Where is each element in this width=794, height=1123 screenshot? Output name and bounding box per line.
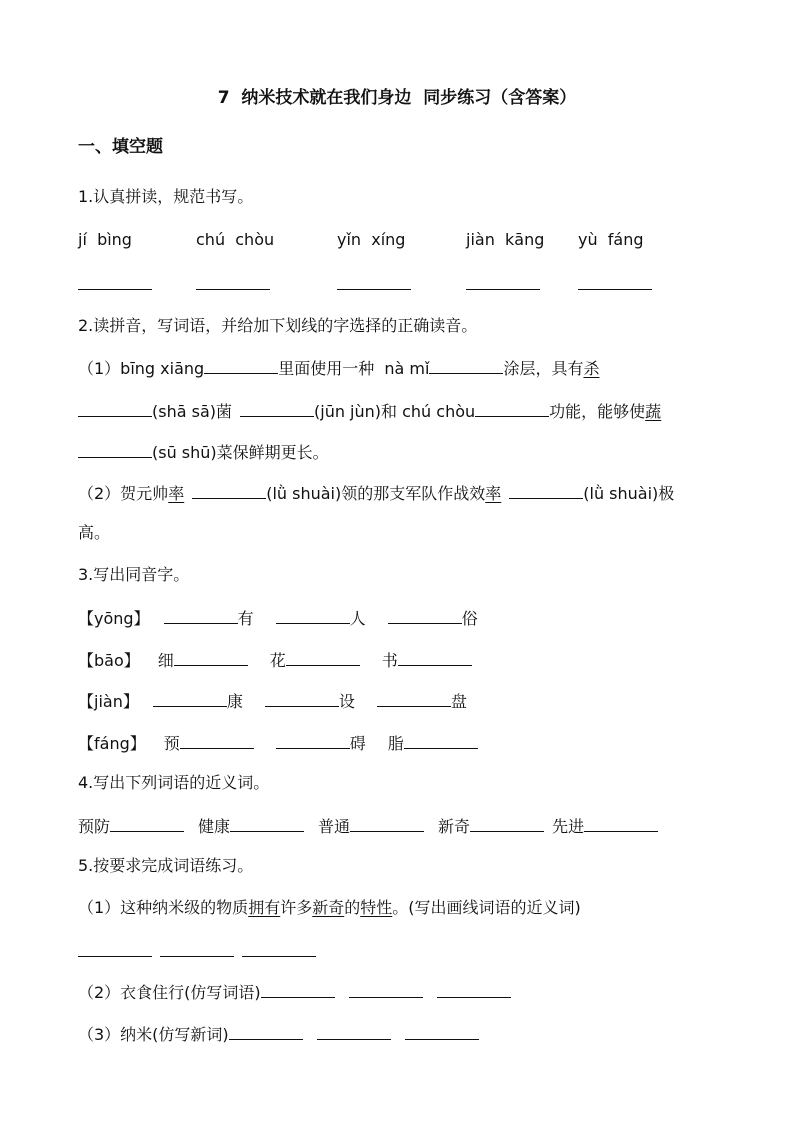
answer-blank[interactable] xyxy=(160,940,234,957)
answer-blank[interactable] xyxy=(276,732,350,749)
answer-blank[interactable] xyxy=(398,649,472,666)
answer-blank[interactable] xyxy=(164,607,238,624)
answer-blank[interactable] xyxy=(153,690,227,707)
homophone-row-fang: 【fáng】 预 碍 脂 xyxy=(78,732,478,754)
question-2-line-3: (sū shū)菜保鲜期更长。 xyxy=(78,441,329,463)
question-5-part-3: （3）纳米(仿写新词) xyxy=(78,1023,479,1045)
question-5-prompt: 5.按要求完成词语练习。 xyxy=(78,856,254,875)
answer-blank[interactable] xyxy=(242,940,316,957)
answer-blank[interactable] xyxy=(349,981,423,998)
answer-blank[interactable] xyxy=(286,649,360,666)
answer-blank[interactable] xyxy=(204,357,278,374)
answer-blank[interactable] xyxy=(470,815,544,832)
page-title: 7 纳米技术就在我们身边 同步练习（含答案） xyxy=(217,88,577,108)
question-2-line-5: 高。 xyxy=(78,523,111,542)
answer-blank[interactable] xyxy=(437,981,511,998)
answer-blank[interactable] xyxy=(230,815,304,832)
answer-blank[interactable] xyxy=(350,815,424,832)
answer-blank[interactable] xyxy=(265,690,339,707)
answer-blank[interactable] xyxy=(192,482,266,499)
question-5-part-2: （2）衣食住行(仿写词语) xyxy=(78,981,511,1003)
answer-blank[interactable] xyxy=(276,607,350,624)
answer-blank[interactable] xyxy=(78,441,152,458)
section-heading: 一、填空题 xyxy=(78,137,163,157)
question-2-line-2: (shā sā)菌 (jūn jùn)和 chú chòu 功能，能够使蔬 xyxy=(78,400,661,422)
pinyin-3: yǐn xíng xyxy=(337,230,406,249)
answer-blank[interactable] xyxy=(404,732,478,749)
question-4-prompt: 4.写出下列词语的近义词。 xyxy=(78,773,270,792)
pinyin-5: yù fáng xyxy=(578,230,644,249)
question-3-prompt: 3.写出同音字。 xyxy=(78,565,190,584)
synonym-row: 预防 健康 普通 新奇 先进 xyxy=(78,815,658,837)
answer-blank[interactable] xyxy=(110,815,184,832)
answer-blank[interactable] xyxy=(388,607,462,624)
answer-blank[interactable] xyxy=(509,482,583,499)
question-5-part-1: （1）这种纳米级的物质拥有许多新奇的特性。(写出画线词语的近义词) xyxy=(78,898,581,917)
answer-blank[interactable] xyxy=(377,690,451,707)
homophone-row-jian: 【jiàn】 康 设 盘 xyxy=(78,692,467,711)
answer-blank[interactable] xyxy=(229,1023,303,1040)
answer-blank[interactable] xyxy=(240,400,314,417)
answer-blank[interactable] xyxy=(261,981,335,998)
answer-blank[interactable] xyxy=(337,288,411,290)
answer-blank[interactable] xyxy=(78,940,152,957)
question-2-prompt: 2.读拼音，写词语，并给加下划线的字选择的正确读音。 xyxy=(78,316,478,335)
homophone-row-yong: 【yōng】 有 人 俗 xyxy=(78,609,478,628)
answer-blank[interactable] xyxy=(180,732,254,749)
pinyin-2: chú chòu xyxy=(196,230,275,249)
question-2-line-4: （2）贺元帅率 (lǜ shuài)领的那支军队作战效率 (lǜ shuài)极 xyxy=(78,484,675,503)
pinyin-4: jiàn kāng xyxy=(466,230,545,249)
answer-blank[interactable] xyxy=(196,288,270,290)
homophone-row-bao: 【bāo】 细 花 书 xyxy=(78,649,472,671)
answer-blank[interactable] xyxy=(317,1023,391,1040)
answer-blank[interactable] xyxy=(78,288,152,290)
answer-blank[interactable] xyxy=(584,815,658,832)
question-1-prompt: 1.认真拼读，规范书写。 xyxy=(78,187,254,206)
question-2-line-1: （1）bīng xiāng 里面使用一种 nà mǐ 涂层，具有杀 xyxy=(78,359,600,378)
answer-blank[interactable] xyxy=(405,1023,479,1040)
answer-blank[interactable] xyxy=(578,288,652,290)
pinyin-1: jí bìng xyxy=(78,230,132,249)
answer-blank[interactable] xyxy=(78,400,152,417)
answer-blank[interactable] xyxy=(429,357,503,374)
question-5-part-1-blanks xyxy=(78,940,316,962)
answer-blank[interactable] xyxy=(466,288,540,290)
answer-blank[interactable] xyxy=(475,400,549,417)
answer-blank[interactable] xyxy=(174,649,248,666)
